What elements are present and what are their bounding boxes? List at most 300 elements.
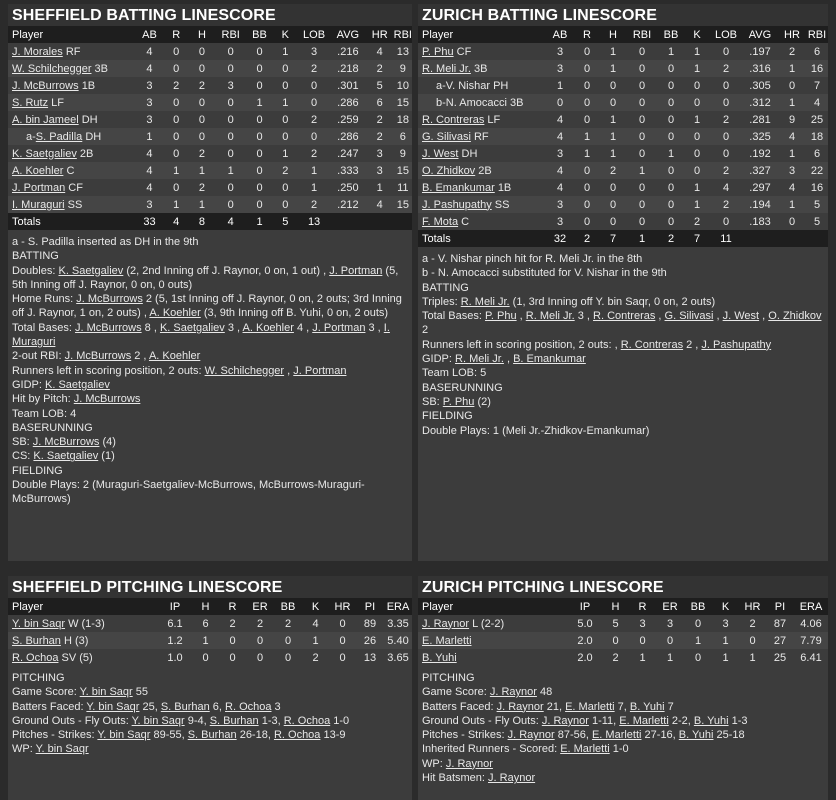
player-link[interactable]: J. Raynor <box>488 772 536 785</box>
stat-cell: 1 <box>376 181 383 194</box>
note-text: , <box>759 310 769 323</box>
stat-cell: 0 <box>666 634 674 647</box>
stat-cell: 0 <box>198 96 206 109</box>
stat-cell: 0 <box>583 198 591 211</box>
stat-cell: 0 <box>693 164 701 177</box>
stat-cell: 4 <box>312 617 319 630</box>
player-link[interactable]: J. Raynor <box>445 757 493 770</box>
stat-cell: 0 <box>639 634 646 647</box>
player-link[interactable]: B. Yuhi <box>678 729 714 742</box>
player-link[interactable]: J. Pashupathy <box>422 198 492 211</box>
stat-cell: .192 <box>749 147 771 160</box>
player-link[interactable]: S. Burhan <box>209 714 259 727</box>
pitcher-decision: SV (5) <box>61 651 93 664</box>
stat-cell: 1 <box>722 634 729 647</box>
player-link[interactable]: J. Pashupathy <box>701 338 772 351</box>
player-link[interactable]: S. Burhan <box>160 700 210 713</box>
player-link[interactable]: R. Contreras <box>620 338 684 351</box>
stat-cell: 11 <box>397 181 409 194</box>
substitution-prefix: b- <box>436 96 446 109</box>
table-row <box>418 111 828 128</box>
stat-cell: 2 <box>311 62 318 75</box>
substitution-prefix: a- <box>436 79 446 92</box>
player-link[interactable]: W. Schilchegger <box>12 62 92 75</box>
stat-cell: 9 <box>399 147 406 160</box>
empty-cell <box>394 213 412 230</box>
column-header: ERA <box>386 600 410 613</box>
player-link[interactable]: J. Portman <box>293 364 347 377</box>
column-header: HR <box>784 28 800 41</box>
zurich-pitching-title: ZURICH PITCHING LINESCORE <box>418 576 828 598</box>
stat-cell: .316 <box>749 62 771 75</box>
stat-cell: 2 <box>376 130 383 143</box>
stat-cell: .216 <box>337 45 359 58</box>
note-text: , <box>503 353 514 366</box>
stat-cell: 2 <box>612 651 619 664</box>
stat-cell: 2.0 <box>577 651 593 664</box>
column-header: H <box>201 600 210 613</box>
stat-cell: 87 <box>773 617 787 630</box>
stat-cell: 1 <box>609 147 617 160</box>
section-heading: FIELDING <box>422 410 473 423</box>
stat-cell: 1 <box>202 634 209 647</box>
stat-cell: 1 <box>173 164 180 177</box>
table-row <box>8 615 412 632</box>
stat-cell: 89 <box>363 617 377 630</box>
note-line <box>422 352 824 366</box>
stat-cell: 0 <box>667 198 675 211</box>
stat-cell: 16 <box>810 181 824 194</box>
stat-cell: 6 <box>813 45 821 58</box>
stat-cell: 1 <box>282 45 289 58</box>
table-row <box>8 632 412 649</box>
stat-cell: 0 <box>638 45 646 58</box>
stat-cell: 5 <box>813 215 821 228</box>
stat-cell: 3 <box>311 45 318 58</box>
stat-cell: .325 <box>749 130 771 143</box>
stat-cell: 2 <box>376 62 383 75</box>
note-text: , <box>655 310 665 323</box>
player-link[interactable]: R. Meli Jr. <box>455 353 504 366</box>
stat-cell: 0 <box>311 130 318 143</box>
sheffield-pitching-title: SHEFFIELD PITCHING LINESCORE <box>8 576 412 598</box>
player-link[interactable]: J. Raynor <box>489 686 537 699</box>
stat-cell: 2 <box>609 164 617 177</box>
note-text: WP: <box>12 743 36 756</box>
note-line <box>422 295 824 309</box>
stat-cell: .197 <box>749 45 771 58</box>
empty-cell <box>742 230 778 247</box>
player-link[interactable]: E. Marletti <box>560 743 610 756</box>
pitcher-cell <box>8 615 158 632</box>
player-link[interactable]: R. Ochoa <box>283 714 331 727</box>
player-link[interactable]: A. Koehler <box>12 164 64 177</box>
note-text: 9-4, <box>184 714 210 727</box>
player-cell <box>418 196 546 213</box>
stat-cell: .183 <box>749 215 771 228</box>
sheffield-pitching-table <box>8 598 412 666</box>
stat-cell: 1 <box>173 198 180 211</box>
stat-cell: 1.2 <box>167 634 183 647</box>
note-text: SB: <box>12 436 33 449</box>
player-link[interactable]: J. Portman <box>329 264 383 277</box>
player-link[interactable]: J. Raynor <box>507 729 555 742</box>
column-header: BB <box>663 28 679 41</box>
player-link[interactable]: S. Burhan <box>187 729 237 742</box>
stat-cell: 0 <box>282 113 289 126</box>
stat-cell: 3 <box>146 96 153 109</box>
player-link[interactable]: J. McBurrows <box>74 321 142 334</box>
stat-cell: 5 <box>612 617 619 630</box>
note-text: , <box>713 310 723 323</box>
stat-cell: 0 <box>256 164 263 177</box>
pitcher-link[interactable]: R. Ochoa <box>12 651 59 664</box>
stat-cell: 1 <box>667 45 675 58</box>
player-link[interactable]: J. McBurrows <box>12 79 79 92</box>
stat-cell: 3 <box>666 617 674 630</box>
stat-cell: 0 <box>202 651 209 664</box>
table-row <box>418 649 828 666</box>
stat-cell: 0 <box>198 62 206 75</box>
table-row <box>418 77 828 94</box>
stat-cell: 0 <box>173 130 180 143</box>
stat-cell: 1 <box>693 45 701 58</box>
note-text: WP: <box>422 757 446 770</box>
player-link[interactable]: B. Yuhi <box>629 700 665 713</box>
stat-cell: .247 <box>337 147 359 160</box>
player-link[interactable]: J. McBurrows <box>76 293 143 306</box>
note-text: GIDP: <box>12 378 46 391</box>
stat-cell: 2 <box>198 181 206 194</box>
player-cell <box>418 94 546 111</box>
player-link[interactable]: O. Zhidkov <box>422 164 476 177</box>
note-text: GIDP: <box>422 353 456 366</box>
column-header: Player <box>12 28 44 41</box>
stat-cell: 0 <box>256 45 263 58</box>
column-header: IP <box>169 600 181 613</box>
player-link[interactable]: P. Phu <box>422 45 454 58</box>
stat-cell: 3 <box>556 147 564 160</box>
stat-cell: 0 <box>284 651 292 664</box>
player-link[interactable]: K. Saetgaliev <box>58 264 124 277</box>
player-link[interactable]: B. Emankumar <box>513 353 586 366</box>
note-text: Batters Faced: <box>12 700 87 713</box>
note-line: Double Plays: 2 (Muraguri-Saetgaliev-McBurrows, McBurrows-Muraguri-McBurrows) <box>12 479 365 506</box>
player-link[interactable]: J. West <box>422 147 459 160</box>
note-line <box>12 435 408 449</box>
player-link[interactable]: S. Padilla <box>35 130 83 143</box>
stat-cell: 0 <box>282 198 289 211</box>
player-link[interactable]: Y. bin Saqr <box>97 729 151 742</box>
player-position: 2B <box>478 164 492 177</box>
player-cell <box>8 162 136 179</box>
stat-cell: 0 <box>311 96 318 109</box>
player-cell <box>8 111 136 128</box>
note-line <box>12 728 408 742</box>
player-cell <box>418 43 546 60</box>
stat-cell: 4 <box>376 45 383 58</box>
stat-cell: 0 <box>667 130 675 143</box>
stat-cell: 0 <box>339 651 346 664</box>
stat-cell: 1.0 <box>167 651 183 664</box>
player-link[interactable]: E. Marletti <box>619 714 669 727</box>
column-header: PI <box>774 600 786 613</box>
note-line <box>422 685 824 699</box>
stat-cell: .281 <box>749 113 771 126</box>
totals-cell: 13 <box>307 215 321 228</box>
note-text: 3 <box>271 700 281 713</box>
player-link[interactable]: J. McBurrows <box>73 393 141 406</box>
stat-cell: 3 <box>227 79 234 92</box>
table-row <box>8 162 412 179</box>
stat-cell: 22 <box>810 164 824 177</box>
table-row <box>8 77 412 94</box>
note-text: (5, 5th Inning off J. Raynor, 0 on, 0 outs) <box>12 264 399 291</box>
stat-cell: 0 <box>722 79 730 92</box>
sheffield-pitching-notes <box>8 666 412 757</box>
player-position: LF <box>487 113 501 126</box>
note-line <box>422 338 824 352</box>
player-link[interactable]: R. Ochoa <box>225 700 272 713</box>
note-text: Hit Batsmen: <box>422 772 489 785</box>
note-text: Game Score: <box>422 686 490 699</box>
stat-cell: 2 <box>229 617 236 630</box>
totals-label: Totals <box>12 215 41 228</box>
stat-cell: 9 <box>788 113 796 126</box>
player-link[interactable]: E. Marletti <box>591 729 642 742</box>
player-link[interactable]: P. Phu <box>442 395 475 408</box>
stat-cell: 3.35 <box>387 617 409 630</box>
player-link[interactable]: J. Morales <box>12 45 63 58</box>
stat-cell: 0 <box>256 181 263 194</box>
note-text: Ground Outs - Fly Outs: <box>12 714 132 727</box>
stat-cell: 0 <box>256 130 263 143</box>
player-link[interactable]: J. Portman <box>312 321 366 334</box>
stat-cell: 0 <box>227 130 234 143</box>
player-link[interactable]: R. Meli Jr. <box>460 295 510 308</box>
substitution-prefix: a- <box>26 130 36 143</box>
player-link[interactable]: G. Silivasi <box>422 130 471 143</box>
player-cell <box>8 196 136 213</box>
stat-cell: 1 <box>788 96 796 109</box>
note-text: 13-9 <box>320 729 346 742</box>
note-text: (1) <box>98 450 115 463</box>
stat-cell: 0 <box>609 215 617 228</box>
player-link[interactable]: I. Muraguri <box>12 198 65 211</box>
player-link[interactable]: J. Raynor <box>541 714 589 727</box>
note-text: SB: <box>422 395 443 408</box>
player-link[interactable]: J. West <box>722 310 760 323</box>
player-link[interactable]: R. Contreras <box>593 310 656 323</box>
stat-cell: 4 <box>146 181 153 194</box>
player-link[interactable]: A. bin Jameel <box>12 113 79 126</box>
player-link[interactable]: Y. bin Saqr <box>79 686 133 699</box>
player-link[interactable]: Y. bin Saqr <box>35 743 89 756</box>
stat-cell: 1 <box>256 96 263 109</box>
player-link[interactable]: R. Ochoa <box>273 729 321 742</box>
column-header: AVG <box>748 28 772 41</box>
player-position: DH <box>85 130 102 143</box>
stat-cell: 0 <box>749 634 756 647</box>
pitcher-link[interactable]: Y. bin Saqr <box>12 617 66 630</box>
player-link[interactable]: K. Saetgaliev <box>12 147 77 160</box>
player-link[interactable]: K. Saetgaliev <box>33 450 99 463</box>
player-link[interactable]: E. Marletti <box>565 700 615 713</box>
player-cell <box>8 43 136 60</box>
note-text: Runners left in scoring position, 2 outs: , <box>422 338 621 351</box>
stat-cell: 18 <box>396 113 409 126</box>
note-text: Total Bases: <box>12 321 75 334</box>
player-cell <box>8 77 136 94</box>
note-text: 1-3, <box>258 714 284 727</box>
player-link[interactable]: K. Saetgaliev <box>159 321 225 334</box>
column-header: BB <box>252 28 267 41</box>
zurich-batting-panel <box>418 4 828 561</box>
stat-cell: .212 <box>337 198 359 211</box>
pitcher-link[interactable]: E. Marletti <box>422 634 472 647</box>
pitcher-link[interactable]: S. Burhan <box>12 634 61 647</box>
stat-cell: .301 <box>337 79 359 92</box>
note-text: 7, <box>614 700 630 713</box>
column-header: R <box>172 28 181 41</box>
stat-cell: 16 <box>810 62 824 75</box>
note-line: a - V. Nishar pinch hit for R. Meli Jr. in the 8th <box>422 253 643 265</box>
stat-cell: 10 <box>396 79 409 92</box>
note-text: 2 (5, 1st Inning off J. Raynor, 0 on, 2 outs; 3rd Inning off J. Raynor, 1 on, 2 outs) , <box>12 293 402 320</box>
stat-cell: 15 <box>396 164 409 177</box>
table-header-row <box>8 598 412 615</box>
note-text: 1-3 <box>728 714 748 727</box>
stat-cell: 0 <box>227 147 234 160</box>
player-link[interactable]: G. Silivasi <box>664 310 714 323</box>
note-line <box>422 757 824 771</box>
stat-cell: 13 <box>363 651 377 664</box>
column-header: ER <box>252 600 268 613</box>
pitcher-cell <box>418 649 568 666</box>
player-link[interactable]: J. Raynor <box>496 700 544 713</box>
totals-cell: 7 <box>693 232 701 245</box>
stat-cell: 4 <box>813 96 821 109</box>
stat-cell: 0 <box>173 45 180 58</box>
stat-cell: 0 <box>667 96 675 109</box>
stat-cell: 0 <box>609 79 617 92</box>
stat-cell: 3 <box>376 147 383 160</box>
player-cell <box>418 60 546 77</box>
note-text: 2-2, <box>668 714 694 727</box>
player-link[interactable]: R. Meli Jr. <box>525 310 575 323</box>
stat-cell: 0 <box>667 164 675 177</box>
note-text: Runners left in scoring position, 2 outs: <box>12 364 205 377</box>
pitcher-link[interactable]: B. Yuhi <box>422 651 457 664</box>
note-text: Total Bases: <box>422 310 485 323</box>
pitcher-link[interactable]: J. Raynor <box>422 617 470 630</box>
player-position: 2B <box>79 147 94 160</box>
stat-cell: 3 <box>639 617 646 630</box>
sheffield-batting-panel <box>8 4 412 561</box>
stat-cell: 2 <box>198 79 206 92</box>
player-link[interactable]: J. McBurrows <box>32 436 100 449</box>
note-text: (2) <box>474 395 491 408</box>
column-header: K <box>693 28 701 41</box>
player-link[interactable]: P. Phu <box>484 310 517 323</box>
column-header: K <box>311 600 320 613</box>
stat-cell: 1 <box>282 147 289 160</box>
player-link[interactable]: R. Contreras <box>422 113 485 126</box>
zurich-pitching-panel <box>418 576 828 800</box>
note-text: Doubles: <box>12 264 59 277</box>
note-text: Hit by Pitch: <box>12 393 74 406</box>
player-link[interactable]: B. Emankumar <box>422 181 495 194</box>
stat-cell: 26 <box>363 634 377 647</box>
stat-cell: 0 <box>667 181 675 194</box>
player-link[interactable]: A. Koehler <box>242 321 294 334</box>
note-line: PITCHING <box>12 672 65 684</box>
stat-cell: 1 <box>583 130 591 143</box>
note-line <box>12 349 408 363</box>
pitcher-decision: H (3) <box>63 634 89 647</box>
column-header: ER <box>662 600 678 613</box>
stat-cell: 2 <box>376 113 383 126</box>
column-header: AVG <box>336 28 360 41</box>
column-header: HR <box>371 28 388 41</box>
player-link[interactable]: I. Muraguri <box>12 321 390 349</box>
player-link[interactable]: A. Koehler <box>149 307 201 320</box>
player-link[interactable]: R. Meli Jr. <box>422 62 471 75</box>
note-text: Pitches - Strikes: <box>422 729 508 742</box>
stat-cell: 4 <box>788 181 796 194</box>
stat-cell: 0 <box>638 198 646 211</box>
player-position: LF <box>51 96 64 109</box>
stat-cell: 0 <box>583 164 591 177</box>
player-position: 3B <box>509 96 524 109</box>
player-position: SS <box>494 198 510 211</box>
player-link[interactable]: F. Mota <box>422 215 459 228</box>
table-row <box>418 43 828 60</box>
player-link[interactable]: S. Rutz <box>12 96 49 109</box>
note-text: , <box>284 364 294 377</box>
player-position: C <box>461 215 470 228</box>
stat-cell: 4 <box>556 113 564 126</box>
note-text: 2-out RBI: <box>12 350 65 363</box>
stat-cell: 6.1 <box>167 617 183 630</box>
stat-cell: 0 <box>609 198 617 211</box>
column-header: H <box>611 600 620 613</box>
stat-cell: 1 <box>282 96 289 109</box>
player-link[interactable]: J. McBurrows <box>64 350 132 363</box>
player-link[interactable]: Y. bin Saqr <box>86 700 140 713</box>
totals-row <box>418 230 828 247</box>
player-link[interactable]: W. Schilchegger <box>204 364 285 377</box>
player-link[interactable]: O. Zhidkov <box>768 310 822 323</box>
section-heading: BASERUNNING <box>12 421 93 434</box>
stat-cell: 9 <box>399 62 406 75</box>
note-text: 1-0 <box>609 743 629 756</box>
player-link[interactable]: A. Koehler <box>148 350 201 363</box>
player-link[interactable]: J. Portman <box>12 181 66 194</box>
sheffield-batting-table <box>8 26 412 230</box>
stat-cell: 0 <box>583 215 591 228</box>
stat-cell: 0 <box>256 62 263 75</box>
table-header-row <box>418 26 828 43</box>
player-link[interactable]: Y. bin Saqr <box>131 714 185 727</box>
player-link[interactable]: B. Yuhi <box>693 714 729 727</box>
stat-cell: 0 <box>339 617 346 630</box>
note-text: 21, <box>543 700 566 713</box>
stat-cell: 1 <box>146 130 153 143</box>
table-header-row <box>8 26 412 43</box>
player-link[interactable]: K. Saetgaliev <box>45 378 110 391</box>
player-name: V. Nishar <box>445 79 491 92</box>
